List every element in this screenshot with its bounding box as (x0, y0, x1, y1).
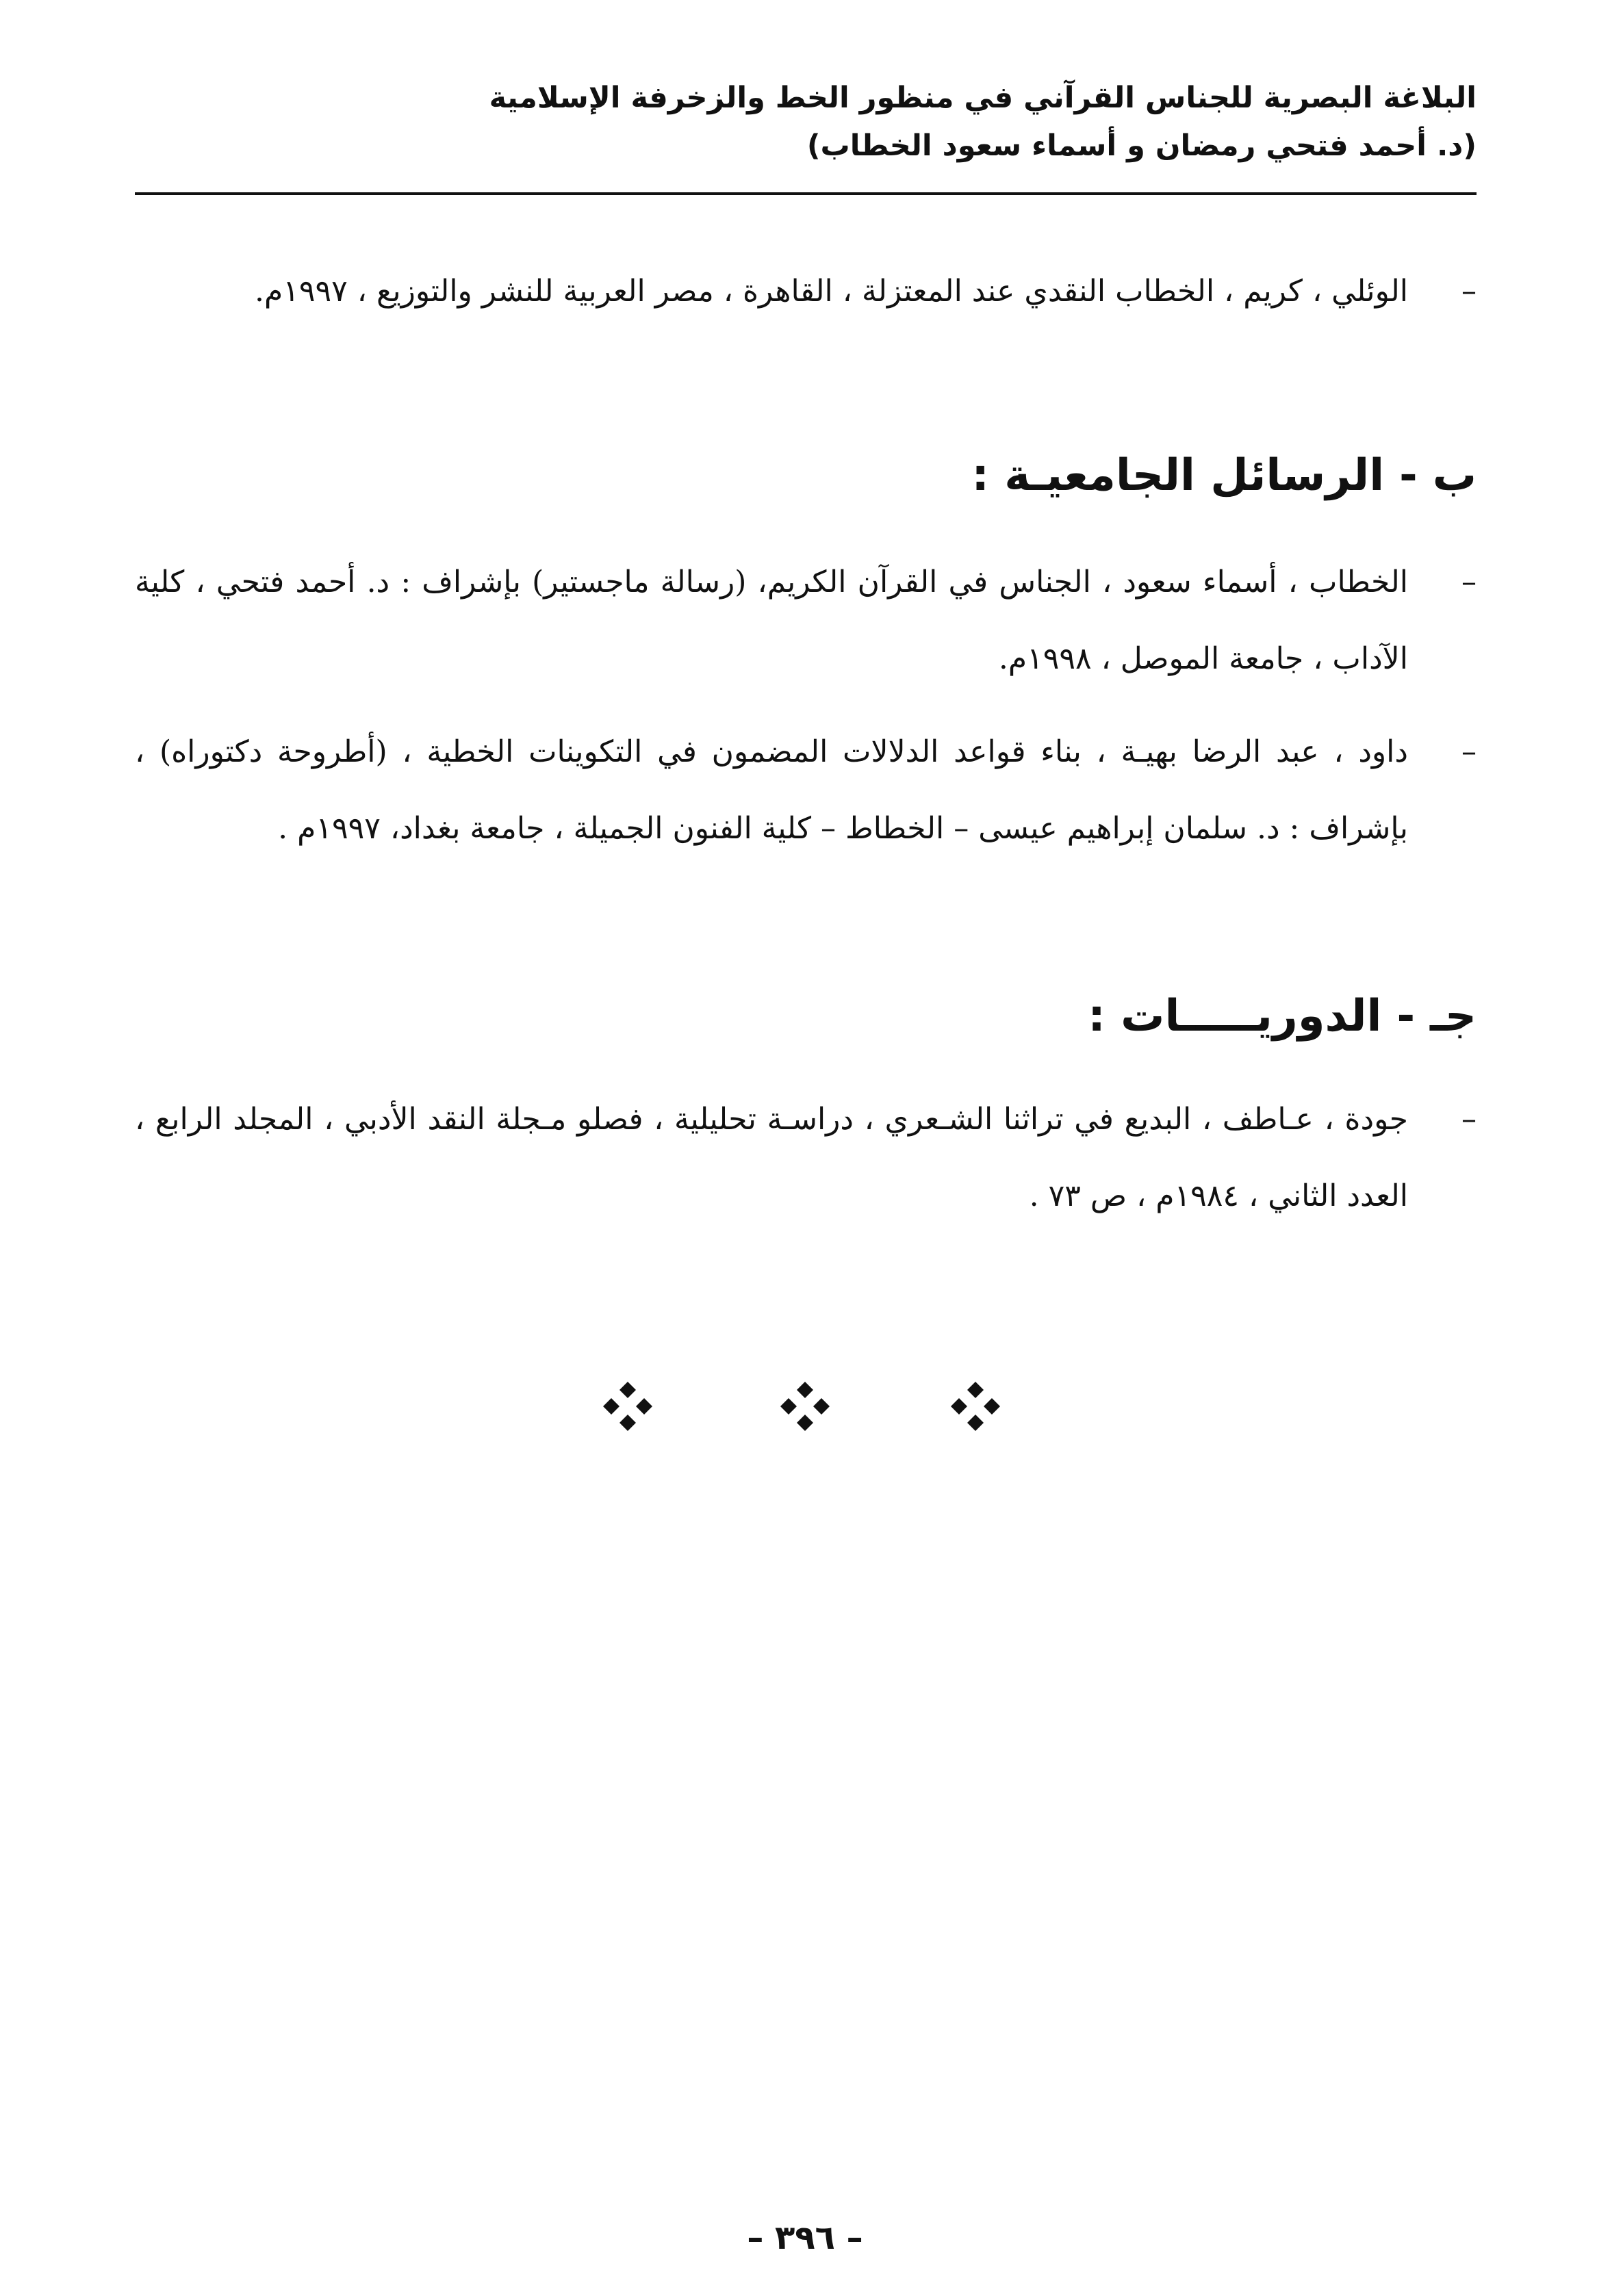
bibliography-list-top (135, 253, 1477, 330)
entry-dash: – (1461, 1102, 1477, 1137)
section-separator: - (1399, 450, 1418, 501)
bibliography-list-periodicals (135, 1081, 1477, 1235)
header-title: البلاغة البصرية للجناس القرآني في منظور الخط والزخرفة الإسلامية (489, 81, 1477, 115)
entry-dash: – (1461, 734, 1477, 769)
four-diamond-ornament-icon (600, 1379, 655, 1434)
entry-text: الخطاب ، أسماء سعود ، الجناس في القرآن الكريم، (رسالة ماجستير) بإشراف : د. أحمد فتحي ، كلية الآداب ، جامعة الموصل ، ١٩٩٨م. (135, 565, 1408, 676)
entry-text: الوئلي ، كريم ، الخطاب النقدي عند المعتزلة ، القاهرة ، مصر العربية للنشر والتوزيع ، ١٩٩٧م. (255, 274, 1408, 309)
entry-dash: – (1461, 274, 1477, 309)
four-diamond-ornament-icon (948, 1379, 1003, 1434)
bibliography-entry (135, 714, 1477, 867)
running-header (135, 74, 1477, 170)
section-heading-theses (135, 438, 1477, 513)
entry-text: جودة ، عـاطف ، البديع في تراثنا الشـعري ، دراسـة تحليلية ، فصلو مـجلة النقد الأدبي ، المجلد الرابع ، العدد الثاني ، ١٩٨٤م ، ص ٧٣ . (135, 1102, 1408, 1213)
section-title: الدوريـــــات : (1088, 991, 1382, 1042)
entry-text: داود ، عبد الرضا بهيـة ، بناء قواعد الدلالات المضمون في التكوينات الخطية ، (أطروحة دكتوراه) ، بإشراف : د. سلمان إبراهيم عيسى – الخطاط – كلية الفنون الجميلة ، جامعة بغداد، ١٩٩٧م . (135, 734, 1408, 846)
bibliography-entry (135, 544, 1477, 697)
section-letter: جـ (1430, 991, 1477, 1042)
page-number: – ٣٩٦ – (747, 2219, 863, 2257)
section-letter: ب (1432, 450, 1477, 501)
entry-dash: – (1461, 565, 1477, 599)
ornament-row (0, 1379, 1610, 1454)
section-heading-periodicals (135, 979, 1477, 1054)
section-separator: - (1396, 991, 1415, 1042)
header-divider (135, 192, 1477, 195)
bibliography-entry (135, 1081, 1477, 1235)
bibliography-entry (135, 253, 1477, 330)
four-diamond-ornament-icon (778, 1379, 832, 1434)
header-authors: (د. أحمد فتحي رمضان و أسماء سعود الخطاب) (806, 129, 1477, 163)
section-title: الرسائل الجامعيـة : (971, 450, 1385, 501)
bibliography-list-theses (135, 544, 1477, 867)
